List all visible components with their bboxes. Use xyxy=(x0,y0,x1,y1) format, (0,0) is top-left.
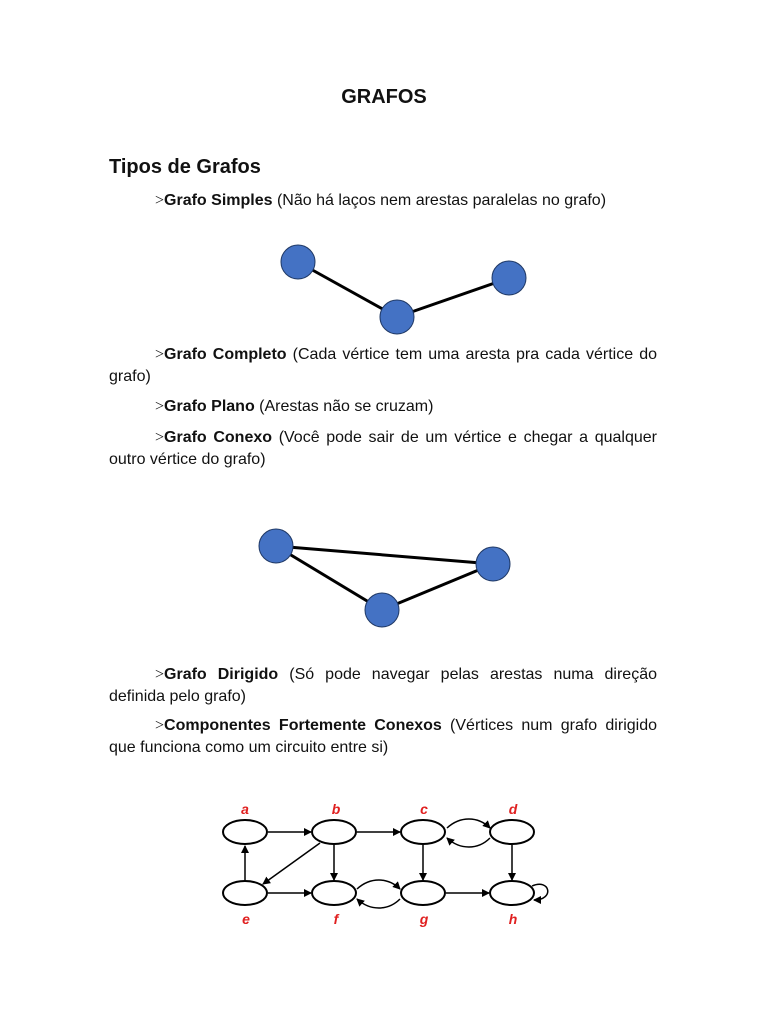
section-heading: Tipos de Grafos xyxy=(109,156,261,178)
page-title: GRAFOS xyxy=(341,86,427,108)
digraph-node-h xyxy=(490,881,534,905)
item-marker: > xyxy=(155,429,165,446)
digraph-node-d xyxy=(490,820,534,844)
item-marker: > xyxy=(155,346,165,363)
item-marker: > xyxy=(155,192,165,209)
item-desc: (Cada vértice tem uma aresta pra cada vértice do grafo) xyxy=(109,346,658,385)
edge-g-f xyxy=(357,899,400,908)
digraph-label-h: h xyxy=(508,911,518,927)
digraph-node-g xyxy=(401,881,445,905)
edge-d-c xyxy=(447,838,490,847)
digraph-node-b xyxy=(312,820,356,844)
item-marker: > xyxy=(155,398,165,415)
item-desc: (Você pode sair de um vértice e chegar a qualquer outro vértice do grafo) xyxy=(109,429,657,468)
item-marker: > xyxy=(155,666,165,683)
item-term: Grafo Conexo xyxy=(164,429,273,446)
item-marker: > xyxy=(155,717,165,734)
digraph-node-f xyxy=(312,881,356,905)
item-desc: (Não há laços nem arestas paralelas no grafo) xyxy=(276,192,607,209)
digraph-label-g: g xyxy=(419,911,429,927)
item-term: Grafo Simples xyxy=(164,192,273,209)
digraph-node-c xyxy=(401,820,445,844)
item-desc: (Só pode navegar pelas arestas numa direção definida pelo grafo) xyxy=(109,666,657,705)
edge-f-g xyxy=(357,880,400,889)
item-term: Grafo Plano xyxy=(164,398,255,415)
digraph-node-a xyxy=(223,820,267,844)
edge-b-e xyxy=(263,843,320,884)
digraph-label-a: a xyxy=(241,801,249,817)
item-term: Grafo Completo xyxy=(164,346,287,363)
digraph-label-e: e xyxy=(242,911,250,927)
digraph-label-d: d xyxy=(508,801,518,817)
digraph-label-f: f xyxy=(333,911,339,927)
item-term: Grafo Dirigido xyxy=(164,666,279,683)
item-term: Componentes Fortemente Conexos xyxy=(164,717,442,734)
item-desc: (Vértices num grafo dirigido que funciona como um circuito entre si) xyxy=(109,717,657,756)
digraph-label-b: b xyxy=(331,801,341,817)
item-desc: (Arestas não se cruzam) xyxy=(259,398,434,415)
edge-c-d xyxy=(447,819,490,828)
digraph-label-c: c xyxy=(420,801,428,817)
digraph-node-e xyxy=(223,881,267,905)
